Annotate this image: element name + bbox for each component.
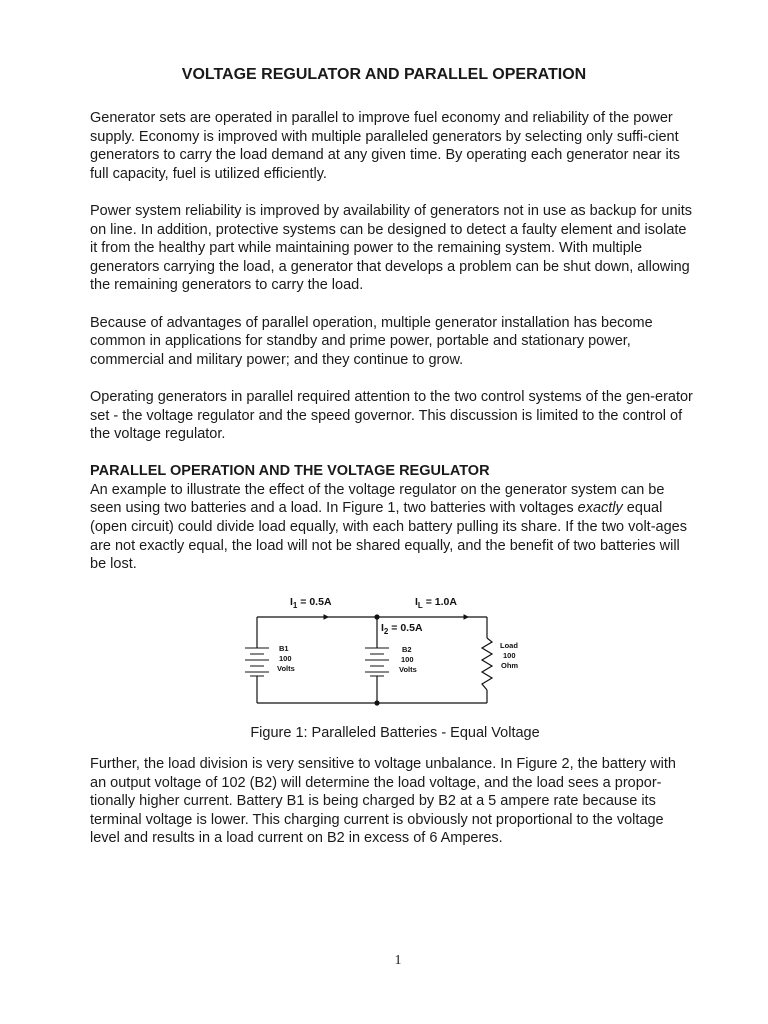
paragraph-battery-example <box>90 481 696 574</box>
body-text <box>90 109 696 574</box>
battery-b1-symbol <box>245 648 269 676</box>
paragraph-text-part: equal (open circuit) could divide load equally, with each battery pulling its share. If the two volt-ages are not exactly equal, the load will not be shared equally, and the benefit of two batteries will be lost. <box>90 500 687 573</box>
paragraph-reliability: Power system reliability is improved by availability of generators not in use as backup for units on line. In addition, protective systems can be designed to detect a faulty element and isolate it from the healthy part while maintaining power to the remaining system. With multiple generators carrying the load, a generator that develops a problem can be shut down, allowing the remaining generators to carry the load. <box>90 202 693 294</box>
b1-voltage-label: 100 <box>279 654 292 663</box>
load-value-label: 100 <box>503 651 516 660</box>
b2-unit-label: Volts <box>399 665 417 674</box>
page-number: 1 <box>394 953 402 968</box>
junction-dot-top <box>374 614 379 619</box>
figure-caption: Figure 1: Paralleled Batteries - Equal Voltage <box>250 725 540 741</box>
paragraph-applications: Because of advantages of parallel operation, multiple generator installation has become common in applications for standby and prime power, portable and stationary power, commercial and military power; and they continue to grow. <box>90 314 653 368</box>
junction-dot-bottom <box>374 700 379 705</box>
b1-name-label: B1 <box>279 644 289 653</box>
b2-name-label: B2 <box>402 645 412 654</box>
page-title: VOLTAGE REGULATOR AND PARALLEL OPERATION <box>181 66 587 83</box>
current-label-i1: $I_1 = 0.5A$ <box>290 596 332 610</box>
paragraph-text-part: An example to illustrate the effect of the voltage regulator on the generator system can be seen using two batteries and a load. In Figure 1, two batteries with voltages <box>90 481 665 517</box>
load-name-label: Load <box>500 641 518 650</box>
figure-1-circuit <box>240 590 530 710</box>
paragraph-economy: Generator sets are operated in parallel to improve fuel economy and reliability of the power supply. Economy is improved with multiple paralleled generators by selecting only suffi-cient generators to carry the load demand at any given time. By operating each generator near its full capacity, fuel is utilized efficiently. <box>90 110 681 182</box>
body-text-continued <box>90 755 696 867</box>
section-heading: PARALLEL OPERATION AND THE VOLTAGE REGULATOR <box>90 463 490 480</box>
paragraph-control-systems: Operating generators in parallel required attention to the two control systems of the gen-erator set - the voltage regulator and the speed governor. This discussion is limited to the control of the voltage regulator. <box>90 388 693 443</box>
b1-unit-label: Volts <box>277 664 295 673</box>
battery-b2-symbol <box>365 648 389 676</box>
current-label-il: $I_L = 1.0A$ <box>415 596 457 610</box>
circuit-diagram <box>240 590 530 710</box>
load-resistor <box>482 638 492 690</box>
current-label-i2: $I_2 = 0.5A$ <box>381 622 423 636</box>
load-unit-label: Ohm <box>501 661 519 670</box>
b2-voltage-label: 100 <box>401 655 414 664</box>
paragraph-voltage-unbalance: Further, the load division is very sensitive to voltage unbalance. In Figure 2, the battery with an output voltage of 102 (B2) will determine the load voltage, and the load sees a propor-tionally higher current. Battery B1 is being charged by B2 at a 5 ampere rate because its terminal voltage is lower. This charging current is obviously not proportional to the voltage level and results in a load current on B2 in excess of 6 Amperes. <box>90 756 676 847</box>
emphasis-text: exactly <box>577 500 623 517</box>
